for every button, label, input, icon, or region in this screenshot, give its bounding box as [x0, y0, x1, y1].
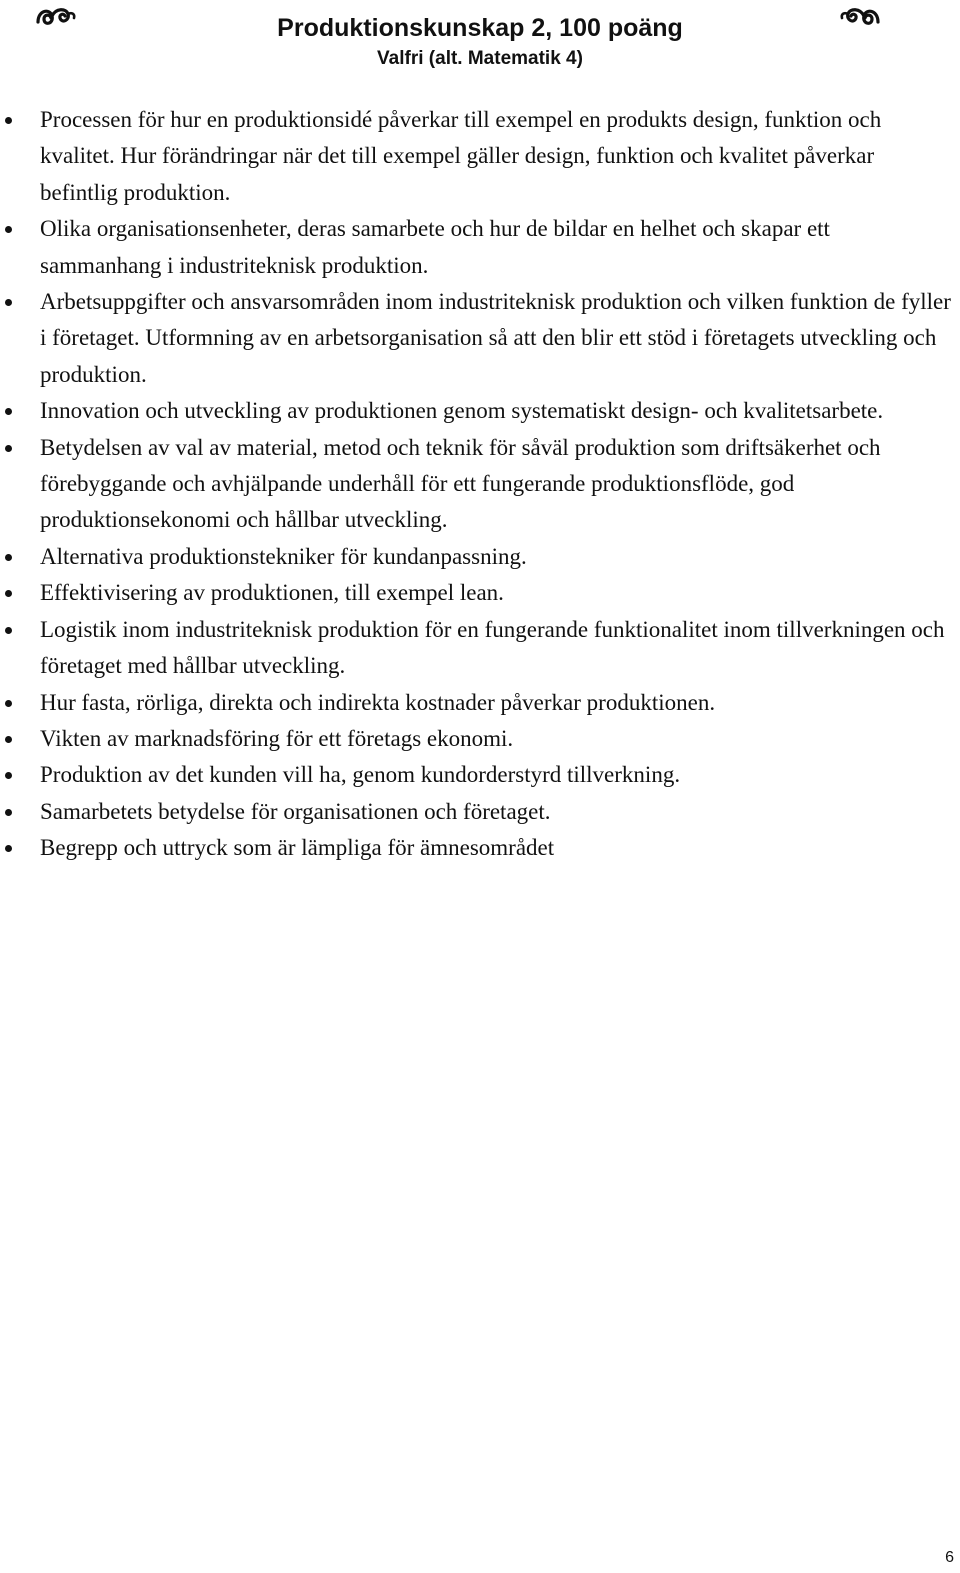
bullet-icon	[5, 736, 12, 743]
bullet-icon	[5, 590, 12, 597]
list-item-text: Hur fasta, rörliga, direkta och indirekta kostnader påverkar produktionen.	[40, 689, 716, 715]
list-item-text: Innovation och utveckling av produktionen genom systematiskt design- och kvalitetsarbete.	[40, 398, 884, 424]
bullet-icon	[5, 627, 12, 634]
list-item	[0, 794, 960, 830]
bullet-icon	[5, 845, 12, 852]
list-item	[0, 430, 960, 539]
list-item	[0, 393, 960, 429]
list-item	[0, 757, 960, 793]
list-item-text: Processen för hur en produktionsidé påverkar till exempel en produkts design, funktion och kvalitet. Hur förändringar när det till exempel gäller design, funktion och kvalitet påverkar befintlig produktion.	[40, 107, 882, 205]
list-item-text: Produktion av det kunden vill ha, genom kundorderstyrd tillverkning.	[40, 762, 681, 788]
bullet-icon	[5, 700, 12, 707]
list-item	[0, 685, 960, 721]
list-item-text: Alternativa produktionstekniker för kundanpassning.	[40, 543, 527, 569]
list-item	[0, 721, 960, 757]
list-item-text: Betydelsen av val av material, metod och teknik för såväl produktion som driftsäkerhet och förebyggande och avhjälpande underhåll för ett fungerande produktionsflöde, god produktionsekonomi och hållbar utveckling.	[40, 434, 881, 533]
list-item	[0, 539, 960, 575]
bullet-icon	[5, 554, 12, 561]
list-item	[0, 211, 960, 284]
page-number: 6	[945, 1549, 954, 1566]
bullet-icon	[5, 226, 12, 233]
bullet-icon	[5, 299, 12, 306]
page-header	[0, 0, 960, 80]
bullet-icon	[5, 772, 12, 779]
document-subtitle: Valfri (alt. Matematik 4)	[377, 48, 583, 69]
content-list	[0, 102, 960, 867]
list-item	[0, 575, 960, 611]
fleuron-icon	[838, 2, 882, 30]
bullet-icon	[5, 809, 12, 816]
list-item	[0, 612, 960, 685]
list-item-text: Effektivisering av produktionen, till exempel lean.	[40, 580, 504, 606]
list-item-text: Begrepp och uttryck som är lämpliga för ämnesområdet	[40, 835, 555, 861]
list-item-text: Arbetsuppgifter och ansvarsområden inom industriteknisk produktion och vilken funktion de fyller i företaget. Utformning av en arbetsorganisation så att den blir ett stöd i företagets utveckling och produktion.	[40, 289, 951, 387]
list-item	[0, 284, 960, 393]
bullet-icon	[5, 117, 12, 124]
list-item-text: Logistik inom industriteknisk produktion för en fungerande funktionalitet inom tillverkningen och företaget med hållbar utveckling.	[40, 616, 945, 679]
document-title: Produktionskunskap 2, 100 poäng	[277, 14, 683, 42]
list-item	[0, 830, 960, 866]
list-item-text: Samarbetets betydelse för organisationen och företaget.	[40, 798, 551, 824]
bullet-icon	[5, 445, 12, 452]
list-item-text: Vikten av marknadsföring för ett företags ekonomi.	[40, 725, 514, 751]
bullet-icon	[5, 408, 12, 415]
list-item	[0, 102, 960, 211]
list-item-text: Olika organisationsenheter, deras samarbete och hur de bildar en helhet och skapar ett sammanhang i industriteknisk produktion.	[40, 216, 830, 278]
